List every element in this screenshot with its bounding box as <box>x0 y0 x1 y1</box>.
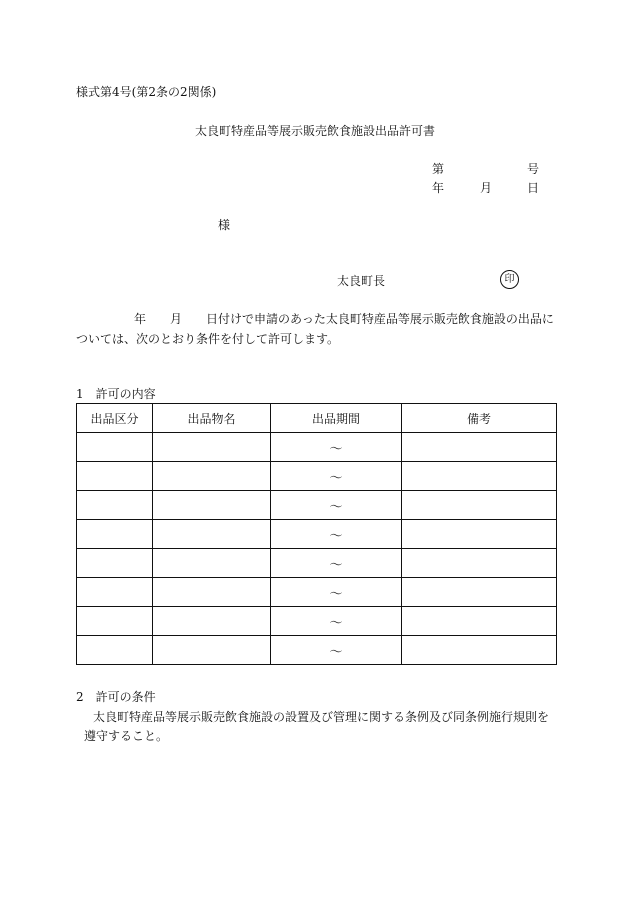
table-header-row <box>77 404 557 433</box>
body-text-rest: 日付けで申請のあった太良町特産品等展示販売飲食施設の出品に <box>206 312 554 326</box>
cell-item-name[interactable] <box>153 433 271 462</box>
seal-icon: 印 <box>500 270 519 289</box>
body-year-label: 年 <box>134 312 147 326</box>
cell-period[interactable]: ～ <box>271 636 402 665</box>
cell-category[interactable] <box>77 636 153 665</box>
column-header-category: 出品区分 <box>77 404 153 433</box>
cell-period[interactable]: ～ <box>271 462 402 491</box>
cell-period[interactable]: ～ <box>271 578 402 607</box>
cell-item-name[interactable] <box>153 607 271 636</box>
table-row <box>77 578 557 607</box>
table-row <box>77 433 557 462</box>
section2-heading: 2 許可の条件 <box>76 690 156 704</box>
issuer-title: 太良町長 <box>337 274 386 288</box>
column-header-item-name: 出品物名 <box>153 404 271 433</box>
column-header-period: 出品期間 <box>271 404 402 433</box>
cell-item-name[interactable] <box>153 520 271 549</box>
table-row <box>77 636 557 665</box>
cell-item-name[interactable] <box>153 549 271 578</box>
date-year-label: 年 <box>432 181 445 195</box>
cell-category[interactable] <box>77 491 153 520</box>
cell-category[interactable] <box>77 578 153 607</box>
document-title: 太良町特産品等展示販売飲食施設出品許可書 <box>194 124 435 138</box>
cell-remarks[interactable] <box>402 462 557 491</box>
table-row <box>77 549 557 578</box>
addressee-honorific: 様 <box>218 218 231 232</box>
number-prefix: 第 <box>432 162 445 176</box>
cell-period[interactable]: ～ <box>271 607 402 636</box>
cell-remarks[interactable] <box>402 636 557 665</box>
condition-text-line2: 遵守すること。 <box>84 729 169 743</box>
date-month-label: 月 <box>480 181 493 195</box>
form-number: 様式第4号(第2条の2関係) <box>76 85 217 99</box>
section1-heading: 1 許可の内容 <box>76 387 156 401</box>
cell-remarks[interactable] <box>402 578 557 607</box>
cell-period[interactable]: ～ <box>271 520 402 549</box>
table-row <box>77 607 557 636</box>
cell-period[interactable]: ～ <box>271 549 402 578</box>
column-header-remarks: 備考 <box>402 404 557 433</box>
cell-category[interactable] <box>77 462 153 491</box>
cell-item-name[interactable] <box>153 491 271 520</box>
date-day-label: 日 <box>527 181 540 195</box>
cell-category[interactable] <box>77 607 153 636</box>
condition-text-line1: 太良町特産品等展示販売飲食施設の設置及び管理に関する条例及び同条例施行規則を <box>93 710 550 724</box>
body-text-line2: ついては、次のとおり条件を付して許可します。 <box>76 332 340 346</box>
cell-item-name[interactable] <box>153 462 271 491</box>
cell-remarks[interactable] <box>402 607 557 636</box>
cell-period[interactable]: ～ <box>271 433 402 462</box>
number-suffix: 号 <box>527 162 540 176</box>
cell-category[interactable] <box>77 520 153 549</box>
body-text-line1 <box>76 311 554 327</box>
table-row <box>77 520 557 549</box>
cell-item-name[interactable] <box>153 578 271 607</box>
cell-remarks[interactable] <box>402 520 557 549</box>
permit-table <box>76 403 557 665</box>
body-month-label: 月 <box>170 312 183 326</box>
table-row <box>77 462 557 491</box>
cell-period[interactable]: ～ <box>271 491 402 520</box>
cell-item-name[interactable] <box>153 636 271 665</box>
cell-remarks[interactable] <box>402 433 557 462</box>
cell-category[interactable] <box>77 549 153 578</box>
table-row <box>77 491 557 520</box>
cell-category[interactable] <box>77 433 153 462</box>
cell-remarks[interactable] <box>402 491 557 520</box>
cell-remarks[interactable] <box>402 549 557 578</box>
